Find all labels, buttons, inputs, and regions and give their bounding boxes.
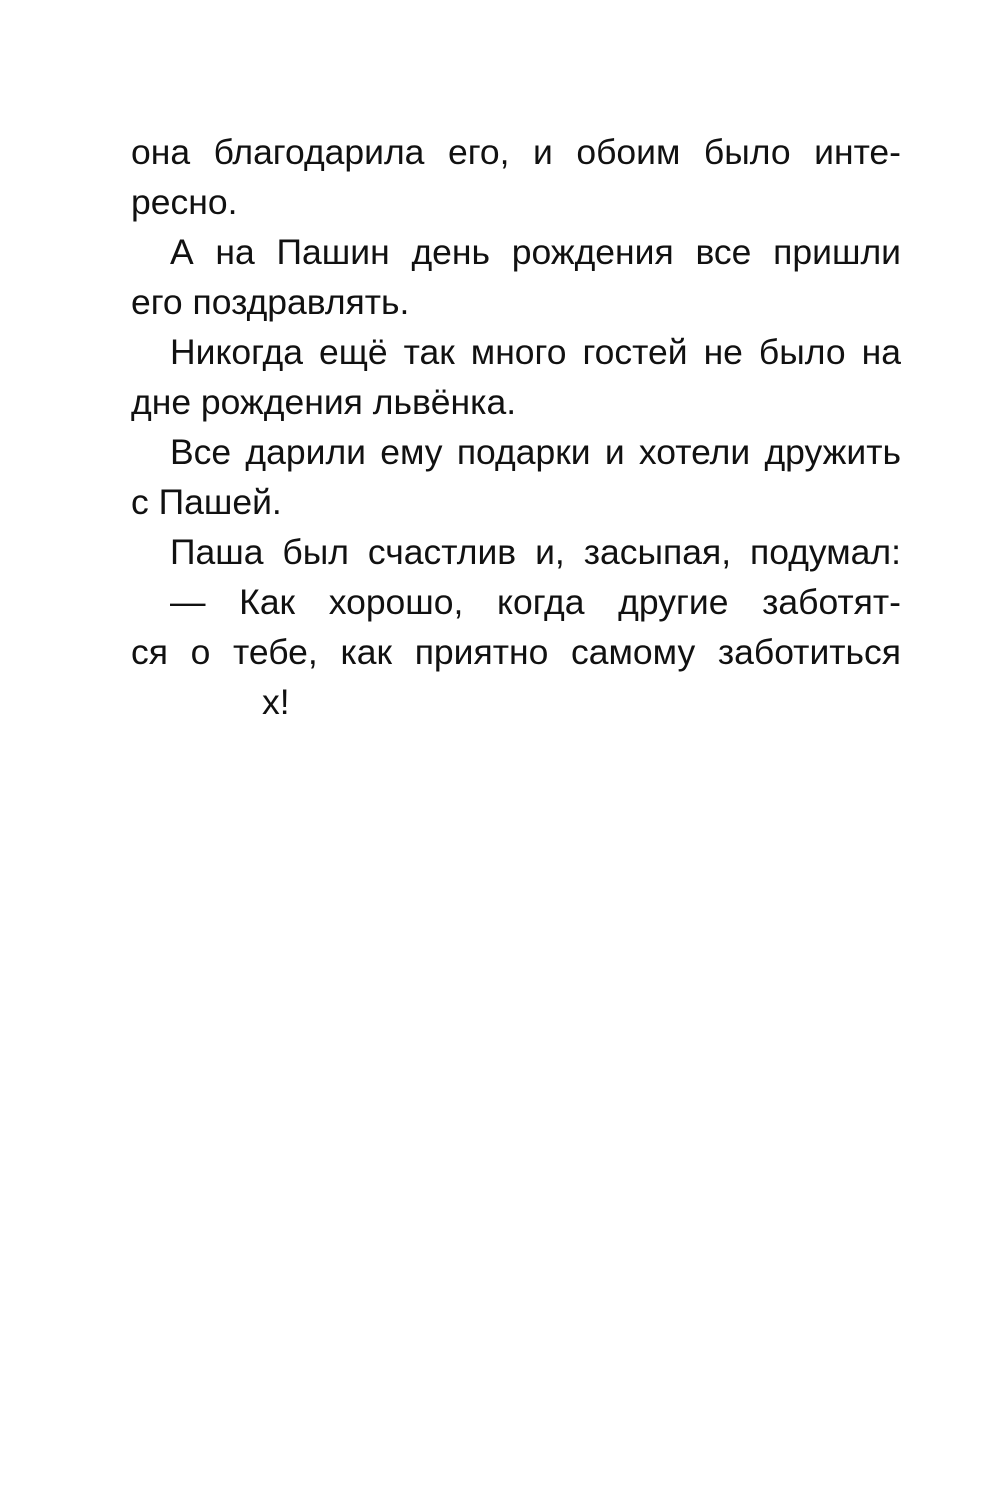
- story-text: [131, 127, 901, 727]
- text-line: его поздравлять.: [131, 282, 410, 322]
- text-line: х!: [262, 682, 290, 722]
- text-line: Никогда ещё так много гостей не было на: [170, 332, 901, 372]
- text-line: она благодарила его, и обоим было инте-: [131, 132, 901, 172]
- text-line: с Пашей.: [131, 482, 282, 522]
- text-line: дне рождения львёнка.: [131, 382, 517, 422]
- text-line: — Как хорошо, когда другие заботят-: [170, 582, 901, 622]
- text-line: Все дарили ему подарки и хотели дружить: [170, 432, 901, 472]
- text-line: А на Пашин день рождения все пришли: [170, 232, 901, 272]
- text-line: Паша был счастлив и, засыпая, подумал:: [170, 532, 901, 572]
- text-line: ресно.: [131, 182, 238, 222]
- text-line: ся о тебе, как приятно самому заботиться: [131, 632, 901, 672]
